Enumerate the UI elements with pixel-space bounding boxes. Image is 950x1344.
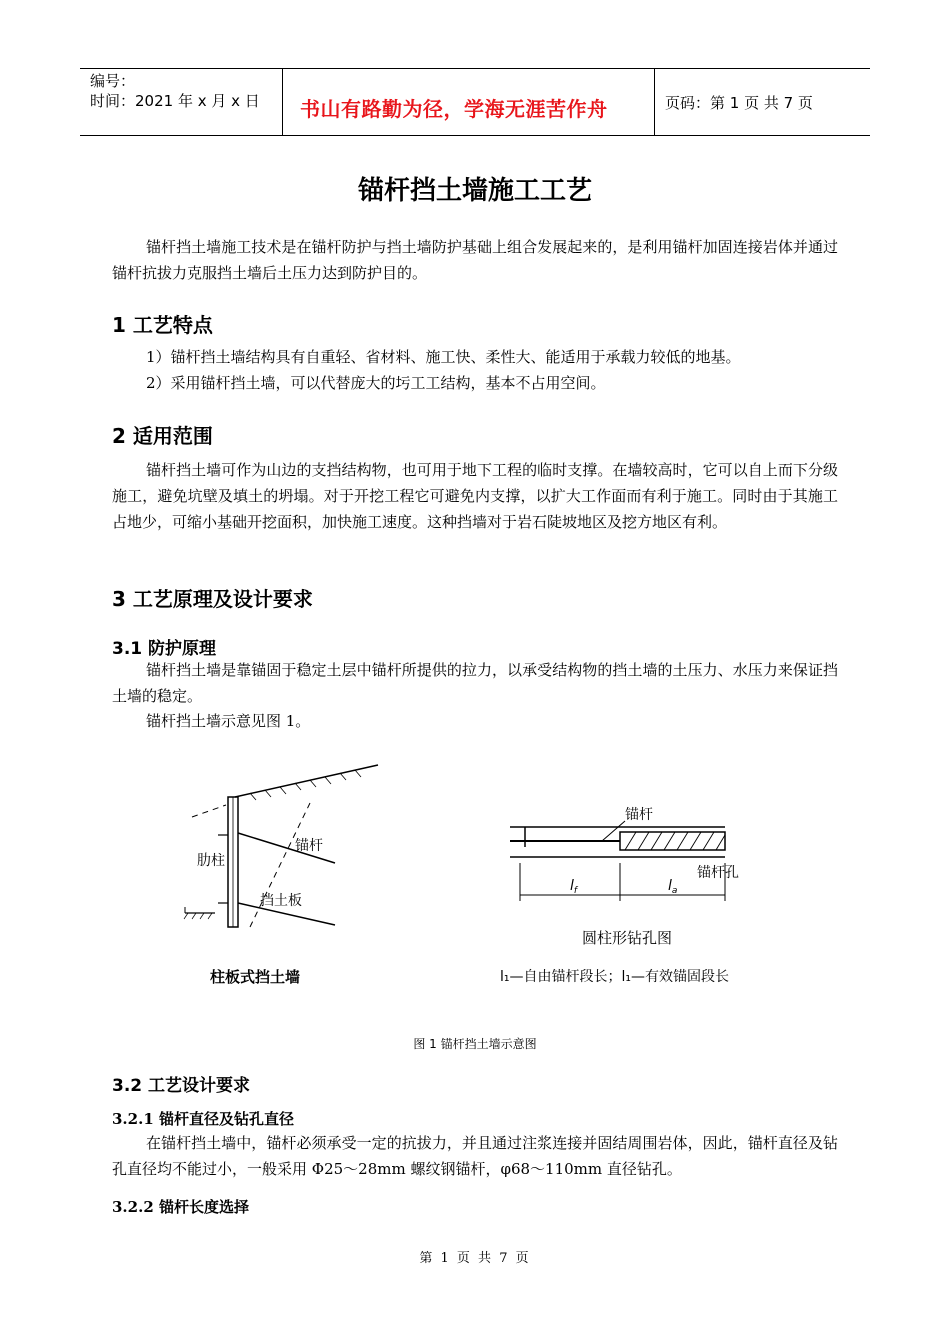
right-diagram-caption: 圆柱形钻孔图 — [582, 929, 673, 947]
section-2-heading: 2 适用范围 — [112, 424, 213, 448]
left-anchor-label: 锚杆 — [295, 838, 323, 854]
document-number-label: 编号： — [90, 72, 136, 90]
section-3-1-paragraph: 锚杆挡土墙是靠锚固于稳定土层中锚杆所提供的拉力，以承受结构物的挡土墙的土压力、水压力来保证挡土墙的稳定。 — [112, 661, 838, 705]
document-time-label: 时间：2021 年 x 月 x 日 — [90, 92, 260, 110]
anchor-hole-label: 锚杆孔 — [697, 865, 739, 881]
header-page-info: 页码：第 1 页 共 7 页 — [665, 94, 813, 112]
drill-hole-diagram — [510, 821, 725, 901]
section-3-1-heading: 3.1 防护原理 — [112, 639, 217, 659]
retaining-board-label: 挡土板 — [260, 893, 302, 909]
section-1-item-1: 1）锚杆挡土墙结构具有自重轻、省材料、施工快、柔性大、能适用于承载力较低的地基。 — [146, 348, 741, 366]
section-1-item-2: 2）采用锚杆挡土墙，可以代替庞大的圬工工结构，基本不占用空间。 — [146, 374, 606, 392]
section-3-heading: 3 工艺原理及设计要求 — [112, 587, 313, 611]
figure-1-caption: 图 1 锚杆挡土墙示意图 — [413, 1037, 537, 1051]
intro-paragraph: 锚杆挡土墙施工技术是在锚杆防护与挡土墙防护基础上组合发展起来的，是利用锚杆加固连接岩体并通过锚杆抗拔力克服挡土墙后土压力达到防护目的。 — [112, 238, 838, 282]
section-3-2-1-heading: 3.2.1 锚杆直径及钻孔直径 — [112, 1110, 294, 1128]
section-3-2-1-paragraph: 在锚杆挡土墙中，锚杆必须承受一定的抗拔力，并且通过注浆连接并固结周围岩体，因此，锚杆直径及钻孔直径均不能过小，一般采用 Φ25～28mm 螺纹钢锚杆，φ68～110mm 直径钻孔。 — [112, 1134, 838, 1178]
anchored-length-symbol: $l_a$ — [668, 878, 678, 896]
page-title: 锚杆挡土墙施工工艺 — [357, 176, 592, 206]
right-anchor-label: 锚杆 — [625, 807, 653, 823]
header-top-border — [80, 68, 870, 69]
header-divider-left — [282, 68, 283, 136]
rib-column-label: 肋柱 — [197, 853, 225, 869]
figure-1-diagram — [170, 755, 770, 1000]
header-bottom-border — [80, 135, 870, 136]
page-footer: 第 1 页 共 7 页 — [419, 1251, 531, 1266]
free-length-symbol: $l_f$ — [570, 878, 578, 896]
section-3-2-2-heading: 3.2.2 锚杆长度选择 — [112, 1198, 249, 1216]
section-3-2-heading: 3.2 工艺设计要求 — [112, 1076, 251, 1096]
header-divider-right — [654, 68, 655, 136]
section-3-1-figure-reference: 锚杆挡土墙示意见图 1。 — [146, 712, 311, 730]
header-motto: 书山有路勤为径，学海无涯苦作舟 — [300, 97, 608, 121]
section-1-heading: 1 工艺特点 — [112, 313, 213, 337]
left-diagram-caption: 柱板式挡土墙 — [210, 968, 301, 986]
section-2-paragraph: 锚杆挡土墙可作为山边的支挡结构物，也可用于地下工程的临时支撑。在墙较高时，它可以自上而下分级施工，避免坑壁及填土的坍塌。对于开挖工程它可避免内支撑，以扩大工作面而有利于施工。同时由于其施工占地少，可缩小基础开挖面积，加快施工速度。这种挡墙对于岩石陡坡地区及挖方地区有利。 — [112, 461, 838, 531]
length-legend: l₁—自由锚杆段长；l₁—有效锚固段长 — [500, 969, 730, 985]
